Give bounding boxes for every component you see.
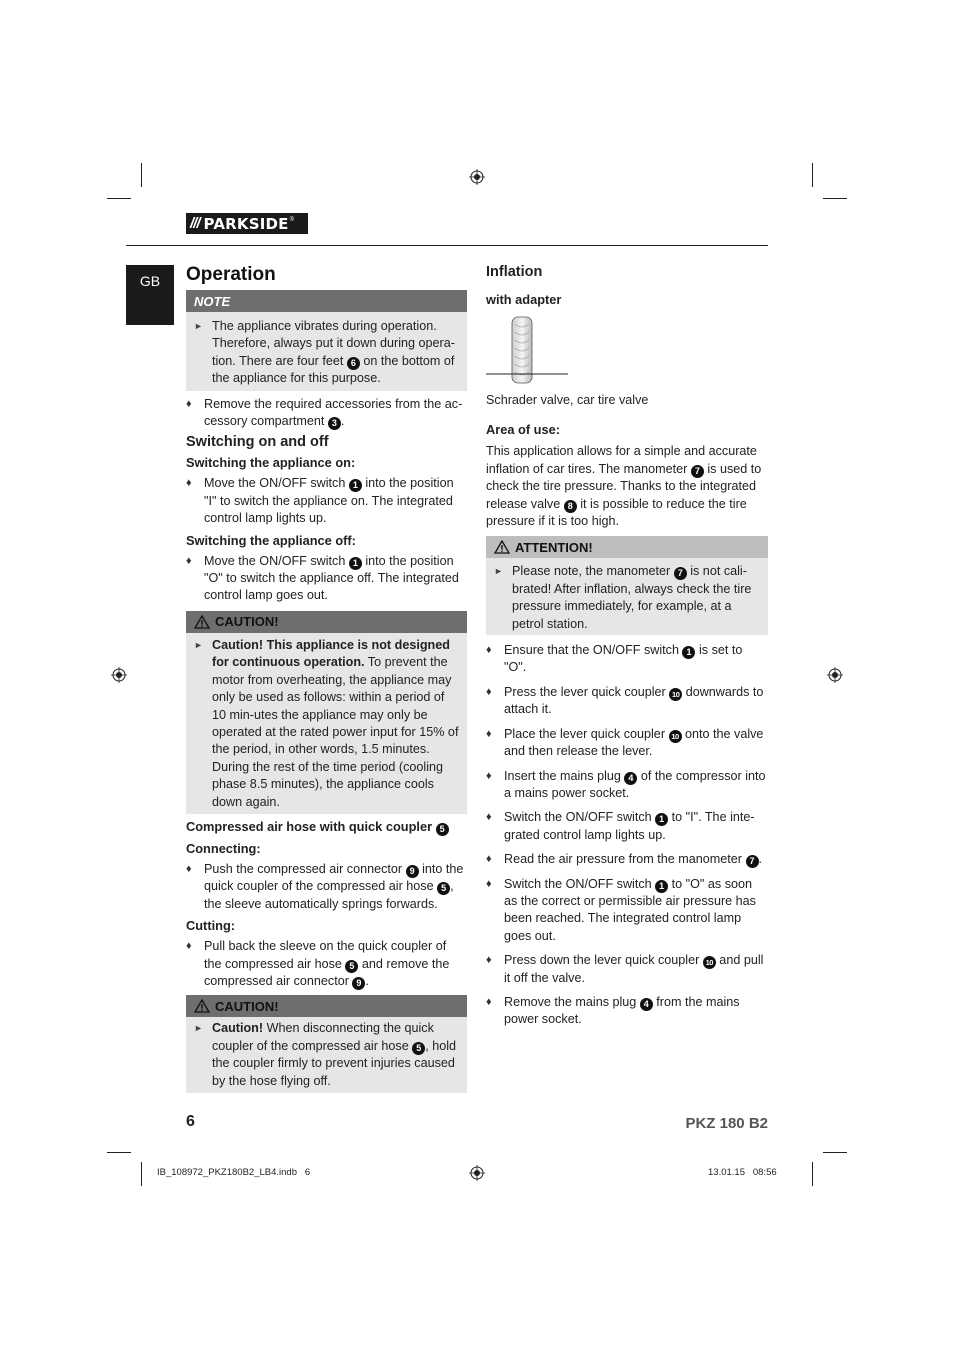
switch-on-heading: Switching the appliance on: <box>186 455 356 471</box>
num-badge: 5 <box>436 823 449 836</box>
accessories-item: ♦ Remove the required accessories from the ac-cessory compartment 3 . <box>186 396 463 429</box>
area-text: This application allows for a simple and accurate inflation of car tires. The manometer 7 is used to check the tire pressure. Thanks to the integrated release valve 8 it is possible to reduce the tire pressure if it is too high. <box>486 444 762 529</box>
switching-heading: Switching on and off <box>186 434 329 451</box>
step-item: ♦ Ensure that the ON/OFF switch 1 is set to "O". <box>486 643 743 675</box>
attention-body <box>486 558 768 635</box>
num-badge: 3 <box>328 417 341 430</box>
model-number: PKZ 180 B2 <box>685 1115 768 1132</box>
crop-mark <box>141 163 142 187</box>
num-badge: 7 <box>691 465 704 478</box>
connect-item: ♦ Push the compressed air connector 9 into the quick coupler of the compressed air hose 5 , the sleeve automatically springs forwards. <box>186 861 464 911</box>
inflation-heading: Inflation <box>486 264 543 280</box>
registration-mark-icon <box>469 169 485 185</box>
crop-mark <box>107 198 131 199</box>
num-badge: 5 <box>412 1042 425 1055</box>
crop-mark <box>812 1162 813 1186</box>
num-badge: 10 <box>703 956 716 969</box>
num-badge: 10 <box>669 688 682 701</box>
registration-mark-icon <box>111 667 127 683</box>
parkside-logo <box>186 213 308 234</box>
attention-header-label: ATTENTION! <box>515 539 593 555</box>
step-item: ♦ Place the lever quick coupler 10 onto the valve and then release the lever. <box>486 726 764 759</box>
num-badge: 6 <box>347 357 360 370</box>
note-header: NOTE <box>186 290 467 312</box>
num-badge: 5 <box>345 960 358 973</box>
step-item: ♦ Insert the mains plug 4 of the compressor into a mains power socket. <box>486 768 766 800</box>
num-badge: 9 <box>352 977 365 990</box>
step-item: ♦ Remove the mains plug 4 from the mains power socket. <box>486 994 740 1027</box>
step-item: ♦ Read the air pressure from the manometer 7 . <box>486 852 762 867</box>
crop-mark <box>107 1152 131 1153</box>
note-box <box>186 290 467 391</box>
warning-icon <box>494 540 510 554</box>
page-number: 6 <box>186 1113 195 1130</box>
num-badge: 7 <box>746 855 759 868</box>
valve-caption: Schrader valve, car tire valve <box>486 393 649 407</box>
attention-header <box>486 536 768 558</box>
crop-mark <box>823 1152 847 1153</box>
cutting-heading: Cutting: <box>186 918 236 934</box>
caution-body <box>186 633 467 814</box>
logo-mark: ® <box>289 216 295 223</box>
logo-bars: /// <box>190 215 200 232</box>
num-badge: 4 <box>640 998 653 1011</box>
num-badge: 1 <box>349 557 362 570</box>
caution-box <box>186 611 467 814</box>
num-badge: 1 <box>682 646 695 659</box>
caution-item: ► Caution! This appliance is not designed for continuous operation. To prevent the motor from overheating, the appliance may only be used as follows: within a period of 10 min-utes the appliance may only be operated at the rated power input for 15% of the period, in other words, 1.5 minutes. During the rest of the time period (cooling phase 8.5 minutes), the appliance cools down again. <box>194 637 459 809</box>
right-column <box>486 264 768 1029</box>
caution-bold: Caution! This appliance is not designed for continuous operation. <box>212 637 450 670</box>
crop-mark <box>823 198 847 199</box>
step-item: ♦ Press the lever quick coupler 10 downwards to attach it. <box>486 684 764 717</box>
note-item: ► The appliance vibrates during operation. Therefore, always put it down during opera-tion. There are four feet 6 on the bottom of the appliance for this purpose. <box>194 319 455 386</box>
registration-mark-icon <box>469 1165 485 1181</box>
left-column <box>186 290 467 1093</box>
crop-mark <box>812 163 813 187</box>
warning-icon <box>194 615 210 629</box>
num-badge: 10 <box>669 730 682 743</box>
caution-text: To prevent the motor from overheating, the appliance may only be used as follows: within a period of 10 min-utes the appliance may only be operated at the rated power input for 15% of the period, in other words, 1.5 minutes. During the rest of the time period (cooling phase 8.5 minutes), the appliance cools down again. <box>212 655 459 809</box>
caution-body <box>186 1017 467 1093</box>
connecting-heading: Connecting: <box>186 840 261 856</box>
caution-header <box>186 995 467 1017</box>
area-heading: Area of use: <box>486 422 560 438</box>
caution-header-label: CAUTION! <box>215 614 279 630</box>
file-slug: IB_108972_PKZ180B2_LB4.indb 6 <box>157 1167 311 1178</box>
language-tab: GB <box>126 265 174 325</box>
logo-text: PARKSIDE <box>203 214 289 233</box>
step-item: ♦ Switch the ON/OFF switch 1 to "I". The inte-grated control lamp lights up. <box>486 810 755 842</box>
num-badge: 9 <box>406 865 419 878</box>
num-badge: 8 <box>564 500 577 513</box>
caution-box <box>186 995 467 1093</box>
registration-mark-icon <box>827 667 843 683</box>
attention-item: ► Please note, the manometer 7 is not cali-brated! After inflation, always check the tire pressure immediately, for example, at a petrol station. <box>494 564 752 631</box>
step-item: ♦ Press down the lever quick coupler 10 and pull it off the valve. <box>486 953 764 985</box>
num-badge: 4 <box>624 772 637 785</box>
step-item: ♦ Switch the ON/OFF switch 1 to "O" as soon as the correct or permissible air pressure has been reached. The integrated control lamp goes out. <box>486 876 756 943</box>
switch-off-heading: Switching the appliance off: <box>186 532 356 548</box>
page-title: Operation <box>186 264 276 285</box>
schrader-valve-illustration <box>486 314 570 386</box>
cut-item: ♦ Pull back the sleeve on the quick coupler of the compressed air hose 5 and remove the compressed air connector 9 . <box>186 939 450 988</box>
caution-header-label: CAUTION! <box>215 998 279 1014</box>
adapter-heading: with adapter <box>486 292 562 307</box>
attention-box <box>486 536 768 635</box>
caution-header <box>186 611 467 633</box>
crop-mark <box>141 1162 142 1186</box>
warning-icon <box>194 999 210 1013</box>
num-badge: 1 <box>349 479 362 492</box>
hose-heading: Compressed air hose with quick coupler 5 <box>186 818 467 836</box>
inflation-steps <box>486 642 768 1029</box>
date-slug: 13.01.15 08:56 <box>708 1167 777 1178</box>
num-badge: 7 <box>674 567 687 580</box>
caution-item: ► Caution! When disconnecting the quick coupler of the compressed air hose 5 , hold the coupler firmly to prevent injuries caused by the hose flying off. <box>194 1021 457 1088</box>
header-rule <box>126 245 768 246</box>
num-badge: 1 <box>655 880 668 893</box>
switch-off-item: ♦ Move the ON/OFF switch 1 into the position "O" to switch the appliance off. The integrated control lamp goes out. <box>186 553 459 603</box>
note-body <box>186 312 467 391</box>
switch-on-item: ♦ Move the ON/OFF switch 1 into the position "I" to switch the appliance on. The integrated control lamp lights up. <box>186 476 454 526</box>
num-badge: 5 <box>437 882 450 895</box>
num-badge: 1 <box>655 813 668 826</box>
